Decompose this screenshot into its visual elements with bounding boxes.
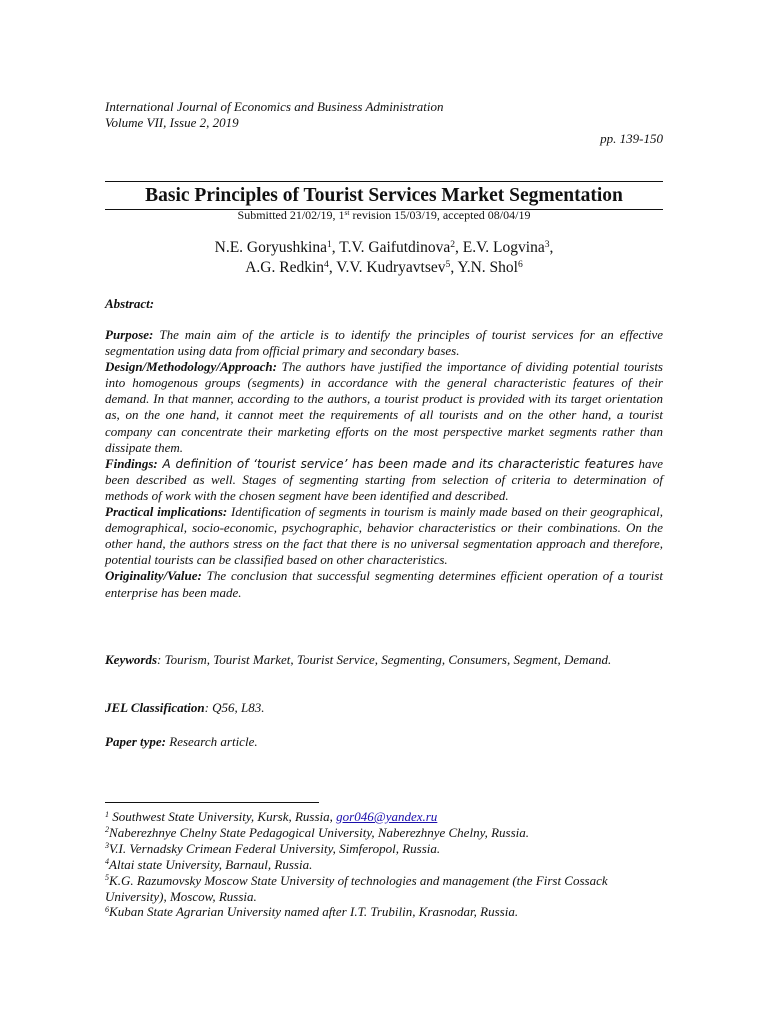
paper-title: Basic Principles of Tourist Services Market Segmentation <box>145 185 623 206</box>
paper-type-label: Paper type: <box>105 734 167 749</box>
originality-label: Originality/Value: <box>105 568 202 584</box>
paper-type <box>105 734 258 750</box>
author-affiliation-marker: 6 <box>517 258 523 270</box>
findings-label: Findings: <box>105 455 158 471</box>
footnote-rule <box>105 802 319 803</box>
footnote-1 <box>105 809 663 825</box>
abstract-originality <box>105 568 663 600</box>
footnote-2 <box>105 825 663 841</box>
author-affiliation-marker: 3 <box>544 238 550 250</box>
footnote-text: Southwest State University, Kursk, Russia, <box>109 809 337 824</box>
originality-text: The conclusion that successful segmenting determines efficient operation of a tourist enterprise has been made. <box>105 568 663 600</box>
footnotes <box>105 809 663 920</box>
footnote-marker: 4 <box>105 857 110 867</box>
jel-classification <box>105 700 265 716</box>
author-affiliation-marker: 2 <box>450 238 455 250</box>
paper-type-text: Research article. <box>166 734 258 749</box>
practical-label: Practical implications: <box>105 504 228 520</box>
submission-ordinal: st <box>344 207 350 217</box>
author-name: T.V. Gaifutdinova <box>339 239 451 256</box>
author-line-2: A.G. Redkin$^4$, V.V. Kudryavtsev$^5$, Y.N. Shol$^6$ <box>245 258 523 276</box>
journal-volume: Volume VII, Issue 2, 2019 <box>105 115 239 130</box>
author-affiliation-marker: 1 <box>327 238 332 250</box>
footnote-text: Kuban State Agrarian University named after I.T. Trubilin, Krasnodar, Russia. <box>109 904 519 920</box>
author-affiliation-marker: 4 <box>324 258 329 270</box>
footnote-text: V.I. Vernadsky Crimean Federal University, Simferopol, Russia. <box>109 840 441 856</box>
footnote-6 <box>105 904 663 920</box>
abstract-findings <box>105 456 663 504</box>
design-label: Design/Methodology/Approach: <box>105 359 277 375</box>
abstract-purpose <box>105 327 663 359</box>
author-affiliation-marker: 5 <box>445 258 451 270</box>
submission-rest: revision 15/03/19, accepted 08/04/19 <box>349 208 531 222</box>
abstract-heading: Abstract: <box>105 296 155 311</box>
author-name: V.V. Kudryavtsev <box>336 259 446 276</box>
jel-label: JEL Classification <box>105 700 205 715</box>
footnote-text: Naberezhnye Chelny State Pedagogical University, Naberezhnye Chelny, Russia. <box>109 824 530 840</box>
purpose-label: Purpose: <box>105 327 154 342</box>
keywords-text: : Tourism, Tourist Market, Tourist Service, Segmenting, Consumers, Segment, Demand. <box>157 652 612 667</box>
findings-text-sans: A definition of ‘tourist service’ has been made and its characteristic features <box>157 456 635 471</box>
footnote-marker: 2 <box>105 825 110 835</box>
footnote-marker: 1 <box>105 809 110 819</box>
footnote-3 <box>105 841 663 857</box>
design-text: The authors have justified the importance of dividing potential tourists into homogenous groups (segments) in accordance with the general characteristic features of their demand. In that manner, according to the authors, a tourist product is provided with its target orientation as, on the one hand, it cannot meet the requirements of all tourists and on the other hand, a tourist company can concentrate their marketing efforts on the most perspective market segments rather than dissipate them. <box>105 359 663 455</box>
author-name: N.E. Goryushkina <box>214 239 327 256</box>
keywords <box>105 652 663 668</box>
author-list <box>105 238 663 278</box>
abstract-body <box>105 327 663 601</box>
journal-name: International Journal of Economics and Business Administration <box>105 99 444 114</box>
submission-dates <box>105 208 663 222</box>
author-name: A.G. Redkin <box>245 259 325 276</box>
footnote-4 <box>105 857 663 873</box>
footnote-text: Altai state University, Barnaul, Russia. <box>109 856 313 872</box>
author-line-1: N.E. Goryushkina$^1$, T.V. Gaifutdinova$^2$, E.V. Logvina$^3$, <box>214 238 554 256</box>
abstract-design <box>105 359 663 456</box>
author-name: E.V. Logvina <box>462 239 545 256</box>
author-email-link[interactable]: gor046@yandex.ru <box>336 809 438 824</box>
footnote-marker: 5 <box>105 873 110 883</box>
jel-text: : Q56, L83. <box>204 700 265 715</box>
purpose-text: The main aim of the article is to identify the principles of tourist services for an effective segmentation using data from official primary and secondary bases. <box>105 327 663 359</box>
submission-text: Submitted 21/02/19, 1 <box>237 208 345 222</box>
keywords-label: Keywords <box>105 652 157 667</box>
title-top-rule <box>105 181 663 182</box>
footnote-marker: 6 <box>105 905 110 915</box>
findings-text: have been described as well. Stages of segmenting starting from selection of criteria to determination of methods of work with the chosen segment have been identified and described. <box>105 455 663 503</box>
practical-text: Identification of segments in tourism is mainly made based on their geographical, demographical, socio-economic, psychographic, behavior characteristics or their combinations. On the other hand, the authors stress on the fact that there is no universal segmentation approach and therefore, potential tourists can be classified based on other characteristics. <box>105 504 663 568</box>
journal-header <box>105 99 443 131</box>
footnote-5 <box>105 873 663 905</box>
footnote-marker: 3 <box>105 841 110 851</box>
page-range: pp. 139-150 <box>600 131 663 146</box>
author-name: Y.N. Shol <box>457 259 518 276</box>
footnote-text: K.G. Razumovsky Moscow State University of technologies and management (the First Cossack University), Moscow, Russia. <box>105 872 608 904</box>
abstract-practical <box>105 504 663 568</box>
